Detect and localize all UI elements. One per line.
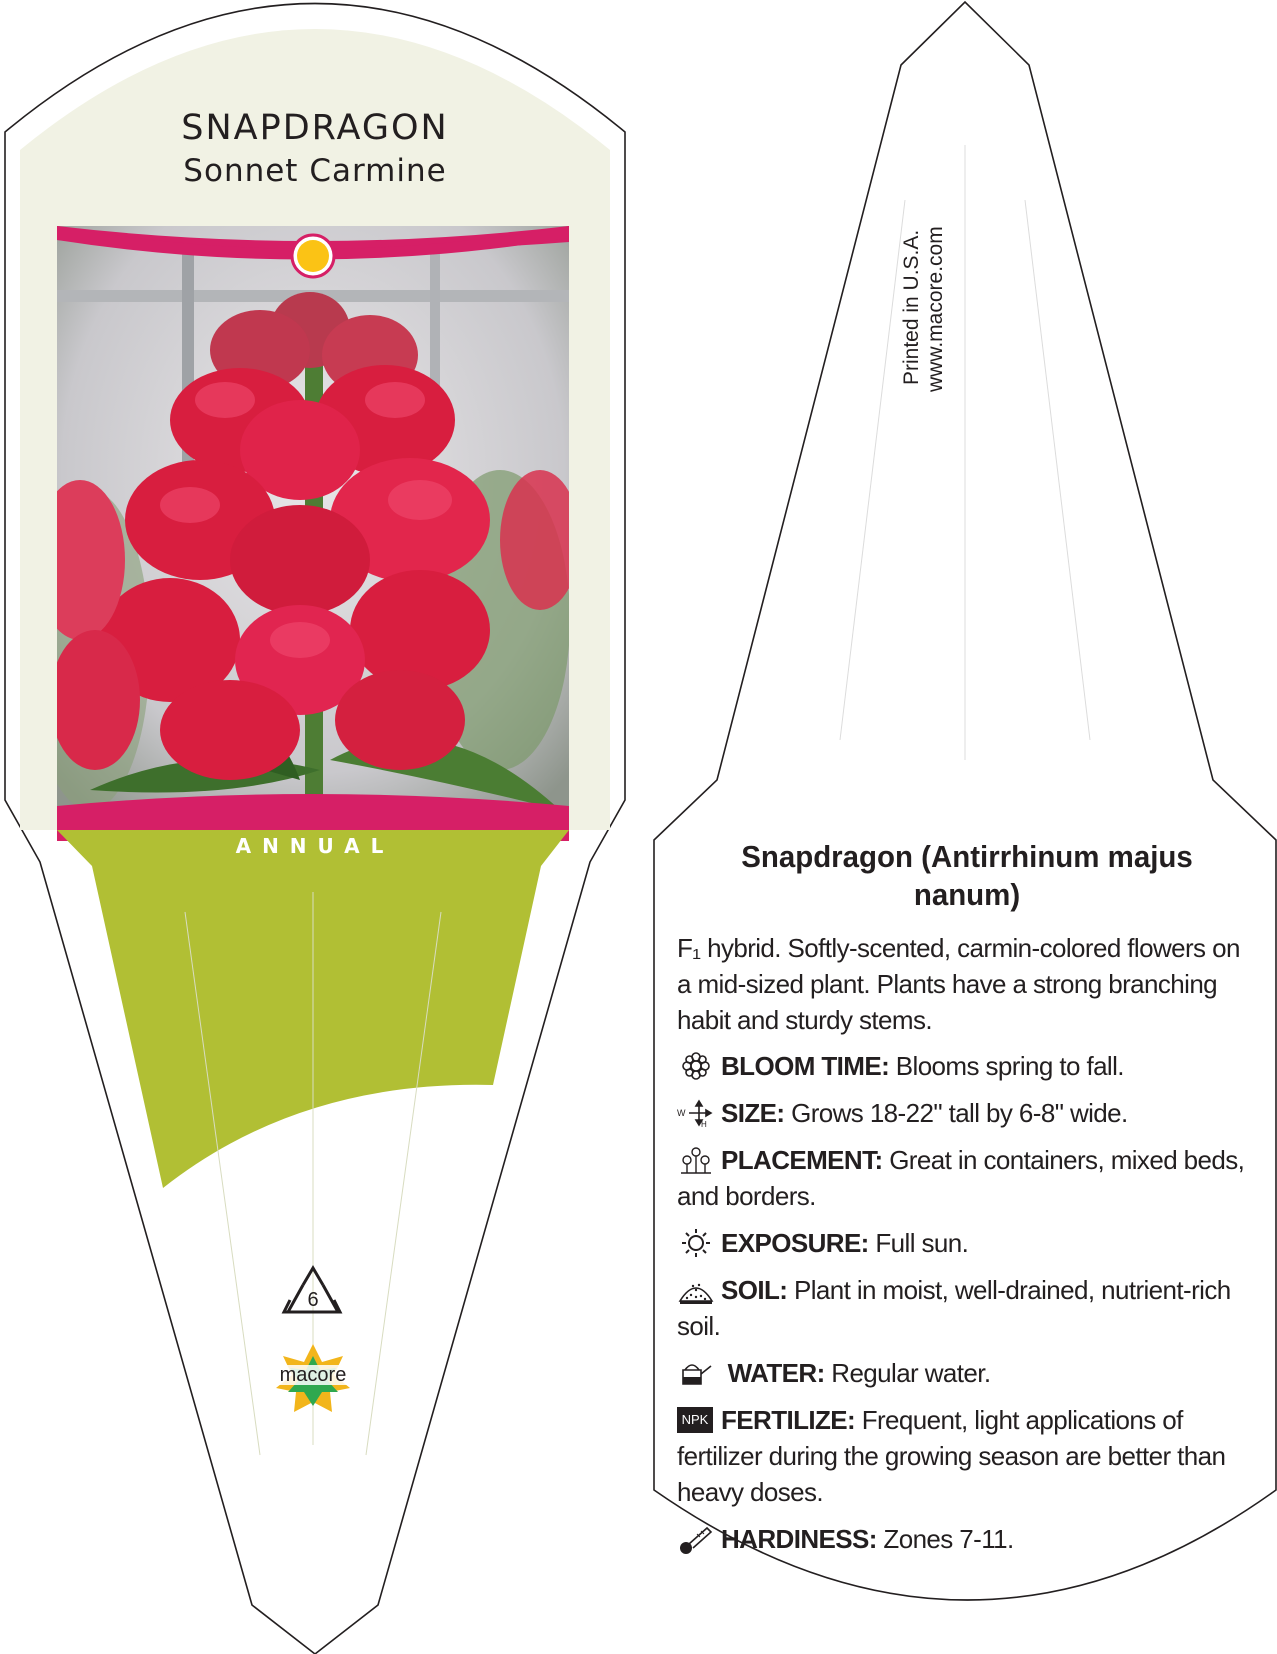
placement-row [677, 1142, 1257, 1214]
soil-label: SOIL: [721, 1275, 788, 1305]
website-text: www.macore.com [924, 226, 947, 392]
npk-icon [677, 1405, 715, 1435]
variety-name: Sonnet Carmine [183, 153, 447, 189]
logo-text: macore [268, 1365, 358, 1385]
exposure-row [677, 1225, 1257, 1261]
fertilize-label: FERTILIZE: [721, 1405, 856, 1435]
exposure-label: EXPOSURE: [721, 1228, 869, 1258]
hardiness-text: Zones 7-11. [883, 1524, 1014, 1554]
fertilize-row [677, 1402, 1257, 1510]
sun-icon [677, 1228, 715, 1258]
hardiness-row [677, 1521, 1257, 1557]
placement-label: PLACEMENT: [721, 1145, 883, 1175]
soil-row [677, 1272, 1257, 1344]
botanical-heading: Snapdragon (Antirrhinum majus nanum) [741, 839, 1193, 912]
size-icon [677, 1098, 715, 1128]
care-instructions [677, 838, 1257, 1568]
plant-name: SNAPDRAGON [181, 108, 449, 148]
placement-text: Great in containers, mixed beds, and borders. [677, 1145, 1245, 1211]
plant-description: F₁ hybrid. Softly-scented, carmin-colored flowers on a mid-sized plant. Plants have a strong branching habit and sturdy stems. [677, 933, 1240, 1035]
size-label: SIZE: [721, 1098, 785, 1128]
water-label: WATER: [727, 1358, 825, 1388]
thermometer-icon [677, 1524, 715, 1554]
soil-icon [677, 1275, 715, 1305]
hardiness-label: HARDINESS: [721, 1524, 877, 1554]
watering-can-icon [677, 1358, 715, 1388]
bloom-time-text: Blooms spring to fall. [895, 1051, 1124, 1081]
bloom-time-row [677, 1048, 1257, 1084]
water-row [677, 1355, 1257, 1391]
recycle-number: 6 [307, 1289, 319, 1311]
printed-info [900, 180, 960, 400]
water-text: Regular water. [831, 1358, 991, 1388]
flower-icon [677, 1051, 715, 1081]
npk-icon-text: NPK [677, 1407, 713, 1433]
category-label: ANNUAL [235, 834, 395, 858]
size-row [677, 1095, 1257, 1131]
svg-text:W: W [677, 1108, 685, 1118]
printed-in-text: Printed in U.S.A. [900, 229, 923, 385]
fertilize-text: Frequent, light applications of fertilizer during the growing season are better than heavy doses. [677, 1405, 1226, 1507]
exposure-text: Full sun. [875, 1228, 969, 1258]
svg-text:H: H [701, 1120, 707, 1128]
bloom-time-label: BLOOM TIME: [721, 1051, 890, 1081]
soil-text: Plant in moist, well-drained, nutrient-rich soil. [677, 1275, 1231, 1341]
size-text: Grows 18-22" tall by 6-8" wide. [791, 1098, 1128, 1128]
flower-photo [30, 226, 580, 841]
placement-icon [677, 1145, 715, 1175]
